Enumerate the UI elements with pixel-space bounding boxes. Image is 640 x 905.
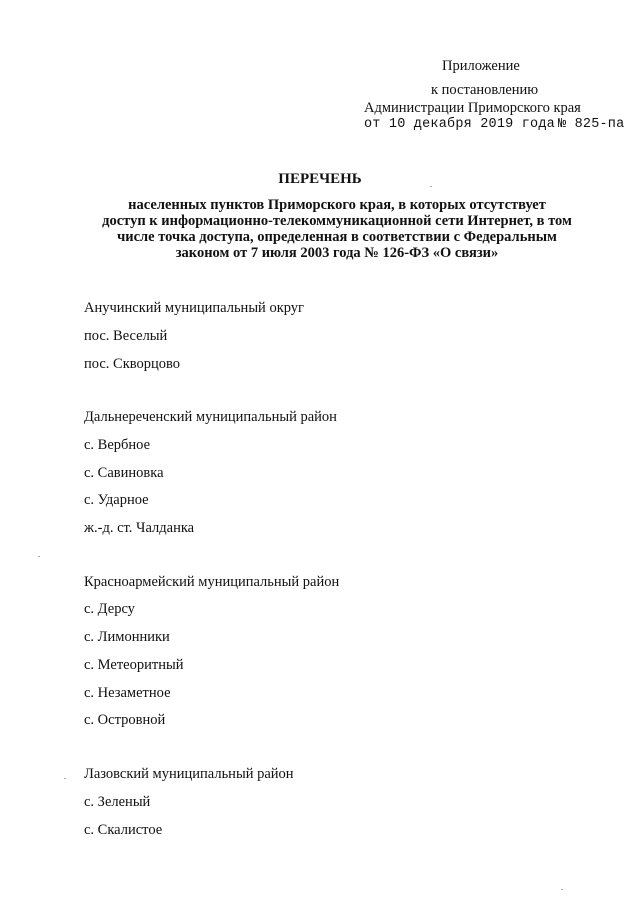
scan-speck: [561, 889, 563, 890]
section-heading: Лазовский муниципальный район: [84, 766, 294, 782]
settlement-item: с. Лимонники: [84, 629, 170, 645]
section-heading: Анучинский муниципальный округ: [84, 300, 304, 316]
settlement-item: с. Савиновка: [84, 465, 164, 481]
scan-speck: [38, 556, 40, 557]
subtitle-line: доступ к информационно-телекоммуникационной сети Интернет, в том: [102, 213, 572, 229]
settlement-item: с. Островной: [84, 712, 166, 728]
subtitle-line: населенных пунктов Приморского края, в которых отсутствует: [128, 197, 546, 213]
subtitle-line: законом от 7 июля 2003 года № 126-ФЗ «О связи»: [175, 245, 499, 261]
document-title: ПЕРЕЧЕНЬ: [278, 171, 362, 187]
section-heading: Красноармейский муниципальный район: [84, 574, 340, 590]
subtitle-line: числе точка доступа, определенная в соответствии с Федеральным: [117, 229, 557, 245]
settlement-item: с. Метеоритный: [84, 657, 184, 673]
section-heading: Дальнереченский муниципальный район: [84, 409, 337, 425]
settlement-item: с. Дерсу: [84, 601, 135, 617]
settlement-item: с. Незаметное: [84, 685, 171, 701]
document-subtitle: [72, 197, 602, 261]
settlement-item: с. Скалистое: [84, 822, 163, 838]
scan-speck: [430, 186, 432, 187]
appendix-label: Приложение: [442, 58, 520, 74]
settlement-item: пос. Веселый: [84, 328, 168, 344]
settlement-item: пос. Скворцово: [84, 356, 181, 372]
settlement-item: с. Зеленый: [84, 794, 151, 810]
administration-label: Администрации Приморского края: [364, 100, 581, 116]
number-stamp: № 825-па: [558, 117, 625, 132]
settlement-item: с. Ударное: [84, 492, 149, 508]
date-stamp: от 10 декабря 2019 года: [364, 117, 555, 132]
settlement-item: с. Вербное: [84, 437, 151, 453]
settlement-item: ж.-д. ст. Чалданка: [84, 520, 195, 536]
resolution-label: к постановлению: [431, 82, 539, 98]
scan-speck: [64, 778, 66, 779]
